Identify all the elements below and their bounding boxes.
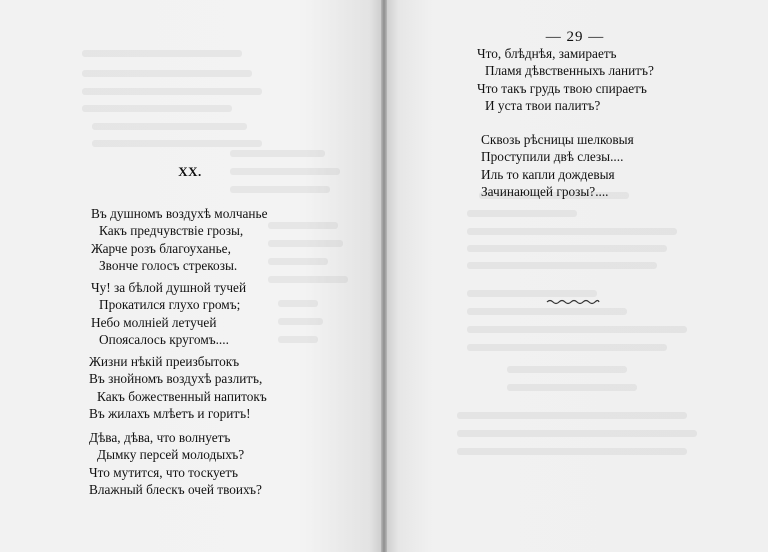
verse-line: Чу! за бѣлой душной тучей <box>91 280 247 295</box>
verse-line: Жарче розъ благоуханье, <box>91 240 231 256</box>
verse-line: Зачинающей грозы?.... <box>481 183 609 199</box>
stanza <box>91 279 246 348</box>
verse-line: Что, блѣднѣя, замираетъ <box>477 46 617 61</box>
verse-line: Небо молніей летучей <box>91 314 217 330</box>
stanza <box>91 205 268 274</box>
verse-line: Дымку персей молодыхъ? <box>97 447 245 463</box>
page-number: — 29 — <box>545 29 605 45</box>
verse-line: Жизни нѣкій преизбытокъ <box>89 354 240 369</box>
verse-line: Сквозь рѣсницы шелковыя <box>481 132 634 147</box>
verse-line: И уста твои палитъ? <box>485 97 601 113</box>
verse-line: Проступили двѣ слезы.... <box>481 149 624 165</box>
stanza <box>477 45 654 114</box>
wavy-library-stamp <box>546 298 600 306</box>
verse-line: Влажный блескъ очей твоихъ? <box>89 481 262 497</box>
verse-line: Пламя дѣвственныхъ ланитъ? <box>485 63 654 79</box>
verse-line: Въ знойномъ воздухѣ разлитъ, <box>89 371 263 387</box>
verse-line: Въ душномъ воздухѣ молчанье <box>91 206 268 221</box>
verse-line: Что такъ грудь твою спираетъ <box>477 80 647 96</box>
verse-line: Опоясалось кругомъ.... <box>99 331 229 347</box>
verse-line: Звонче голосъ стрекозы. <box>99 257 238 273</box>
stanza <box>89 429 262 498</box>
verse-line: Что мутится, что тоскуетъ <box>89 464 239 480</box>
verse-line: Дѣва, дѣва, что волнуетъ <box>89 430 231 445</box>
left-page <box>0 0 381 552</box>
verse-line: Прокатился глухо громъ; <box>99 297 241 313</box>
stanza <box>481 131 634 200</box>
verse-line: Какъ предчувствіе грозы, <box>99 223 244 239</box>
verse-line: Какъ божественный напитокъ <box>97 388 267 404</box>
verse-line: Иль то капли дождевыя <box>481 166 615 182</box>
poem-number-heading: XX. <box>178 164 202 179</box>
verse-line: Въ жилахъ млѣетъ и горитъ! <box>89 405 251 421</box>
stanza <box>89 353 267 422</box>
